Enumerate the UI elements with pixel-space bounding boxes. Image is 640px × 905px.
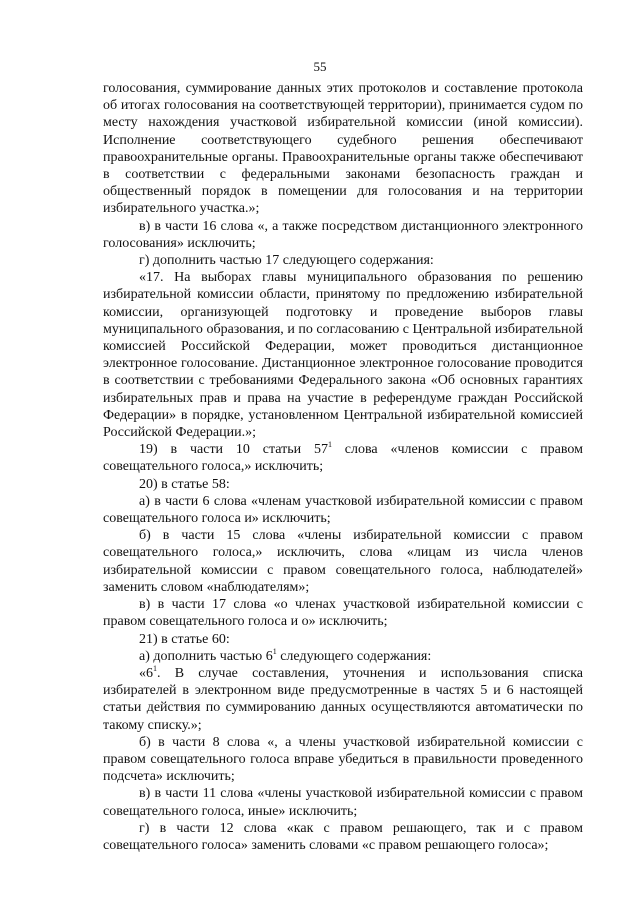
paragraph-1: голосования, суммирование данных этих протоколов и составление протокола об итогах голосования на соответствующей территории), принимается судом по месту нахождения участковой избирательной комиссии (иной комиссии). Исполнение соответствующего судебного решения обеспечивают правоохранительные органы. Правоохранительные органы также обеспечивают в соответствии с федеральными законами безопасность граждан и общественный порядок в помещении для голосования и на территории избирательного участка.»; — [103, 81, 583, 217]
paragraph-12 — [103, 665, 583, 734]
paragraph-15: г) в части 12 слова «как с правом решающего, так и с правом совещательного голоса» заменить словами «с правом решающего голоса»; — [103, 820, 583, 853]
paragraph-11 — [103, 648, 583, 665]
paragraph-10: 21) в статье 60: — [139, 631, 230, 647]
superscript: 1 — [153, 663, 157, 673]
superscript: 1 — [272, 646, 277, 656]
paragraph-8: б) в части 15 слова «члены избирательной комиссии с правом совещательного голоса,» исключить, слова «лицам из числа членов избирательной комиссии с правом совещательного голоса, наблюдателей» заменить словом «наблюдателям»; — [103, 528, 583, 595]
paragraph-5 — [103, 441, 583, 475]
paragraph-12-end: . В случае составления, уточнения и использования списка избирателей в электронном виде предусмотренные в частях 5 и 6 настоящей статьи действия по суммированию данных осуществляются автоматически по такому списку.»; — [103, 665, 583, 733]
superscript: 1 — [327, 440, 332, 450]
paragraph-4: «17. На выборах главы муниципального образования по решению избирательной комиссии области, принятому по предложению избирательной комиссии, организующей подготовку и проведение выборов главы муниципального образования, и по согласованию с Центральной избирательной комиссией Российской Федерации, может проводиться дистанционное электронное голосование. Дистанционное электронное голосование проводится в соответствии с требованиями Федерального закона «Об основных гарантиях избирательных прав и права на участие в референдуме граждан Российской Федерации» в порядке, установленном Центральной избирательной комиссией Российской Федерации.»; — [103, 270, 583, 441]
paragraph-2: в) в части 16 слова «, а также посредством дистанционного электронного голосования» исключить; — [103, 218, 583, 251]
paragraph-11-start: а) дополнить частью 6 — [139, 648, 273, 664]
paragraph-14: в) в части 11 слова «члены участковой избирательной комиссии с правом совещательного голоса, иные» исключить; — [103, 786, 583, 819]
paragraph-12-start: «6 — [139, 665, 153, 681]
page-number: 55 — [313, 59, 327, 74]
paragraph-3: г) дополнить частью 17 следующего содержания: — [139, 253, 434, 269]
document-body — [103, 80, 583, 854]
paragraph-11-end: следующего содержания: — [276, 648, 432, 664]
paragraph-9: в) в части 17 слова «о членах участковой избирательной комиссии с правом совещательного голоса и о» исключить; — [103, 597, 583, 630]
paragraph-5-start: 19) в части 10 статьи 57 — [139, 442, 328, 458]
paragraph-7: а) в части 6 слова «членам участковой избирательной комиссии с правом совещательного голоса и» исключить; — [103, 493, 583, 527]
paragraph-6: 20) в статье 58: — [139, 476, 230, 492]
paragraph-5-end: слова «членов комиссии с правом совещательного голоса,» исключить; — [103, 442, 583, 475]
paragraph-13: б) в части 8 слова «, а члены участковой избирательной комиссии с правом совещательного голоса вправе убедиться в правильности проведенного подсчета» исключить; — [103, 734, 583, 785]
